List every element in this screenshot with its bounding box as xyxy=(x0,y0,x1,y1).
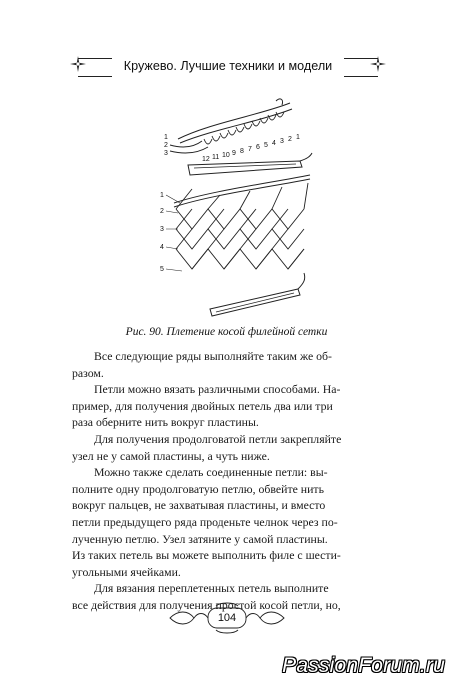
figure-label: 5 xyxy=(160,266,164,273)
figure-label: 9 xyxy=(232,150,236,157)
figure-label: 1 xyxy=(164,134,168,141)
figure-label: 6 xyxy=(256,144,260,151)
netting-diagram xyxy=(150,95,330,325)
star-ornament-icon xyxy=(370,56,386,72)
figure-caption: Рис. 90. Плетение косой филейной сетки xyxy=(125,326,328,338)
figure-label: 4 xyxy=(272,140,276,147)
figure-label: 1 xyxy=(160,192,164,199)
star-ornament-icon xyxy=(70,56,86,72)
figure-label: 8 xyxy=(240,148,244,155)
figure-label: 2 xyxy=(160,208,164,215)
figure-label: 11 xyxy=(212,154,220,161)
watermark: PassionForum.ru xyxy=(282,654,445,677)
paragraph: Можно также сделать соединенные петли: вы- полните одну продолговатую петлю, обвейте нить вокруг пальцев, не захватывая пластины, и вместо петли предыдущего ряда проденьте челнок через по- лученную петлю. Узел затяните у самой пластины. Из таких петель вы можете выполнить филе с шести- угольными ячейками. xyxy=(72,465,341,579)
figure-label: 4 xyxy=(160,244,164,251)
figure-label: 3 xyxy=(280,138,284,145)
paragraph: Для вязания переплетенных петель выполните все действия для получения простой косой петли, но, xyxy=(72,581,341,612)
page-number: 104 xyxy=(217,612,237,624)
running-header xyxy=(78,50,378,84)
paragraph: Для получения продолговатой петли закрепляйте узел не у самой пластины, а чуть ниже. xyxy=(72,431,342,463)
paragraph: Все следующие ряды выполняйте таким же об- разом. xyxy=(72,349,332,380)
top-labels xyxy=(164,134,300,163)
figure-label: 2 xyxy=(164,142,168,149)
netting-illustration xyxy=(150,95,330,325)
figure-label: 7 xyxy=(248,146,252,153)
figure-label: 3 xyxy=(164,150,168,157)
figure-label: 1 xyxy=(296,134,300,141)
figure-label: 12 xyxy=(202,156,210,163)
page-footer xyxy=(168,600,286,636)
figure-label: 3 xyxy=(160,226,164,233)
header-title: Кружево. Лучшие техники и модели xyxy=(112,55,344,77)
figure-label: 2 xyxy=(288,136,292,143)
body-text xyxy=(72,348,388,614)
figure-label: 5 xyxy=(264,142,268,149)
figure-label: 10 xyxy=(222,152,230,159)
paragraph: Петли можно вязать различными способами. На- пример, для получения двойных петель два или три раза оберните нить вокруг пластины. xyxy=(72,382,341,430)
